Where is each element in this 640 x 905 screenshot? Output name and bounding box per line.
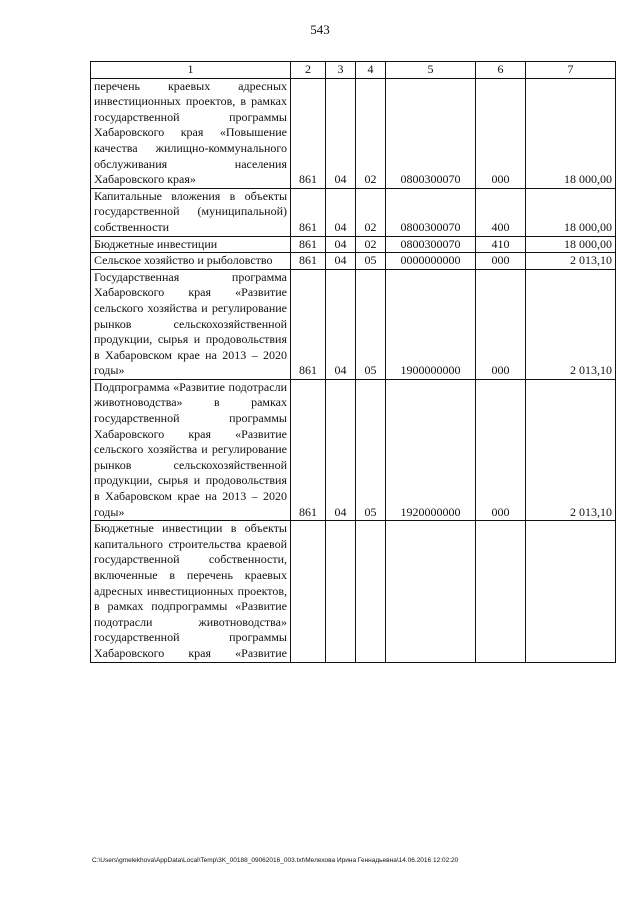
row-target: 1900000000 (386, 269, 476, 379)
row-admin: 861 (291, 269, 326, 379)
row-admin: 861 (291, 379, 326, 520)
row-section: 04 (326, 253, 356, 270)
row-admin: 861 (291, 236, 326, 253)
row-section: 04 (326, 78, 356, 188)
row-name: Бюджетные инвестиции в объекты капитального строительства краевой государственной собственности, включенные в перечень краевых адресных инвестиционных проектов, в рамках подпрограммы «Развитие подотрасли животноводства» государственной программы Хабаровского края «Развитие (91, 521, 291, 662)
row-admin (291, 521, 326, 662)
row-section: 04 (326, 236, 356, 253)
table-row (91, 253, 616, 270)
row-subsection: 02 (356, 78, 386, 188)
row-section: 04 (326, 269, 356, 379)
table-row (91, 379, 616, 520)
row-amount: 2 013,10 (526, 379, 616, 520)
row-section: 04 (326, 188, 356, 236)
row-type: 000 (476, 253, 526, 270)
row-admin: 861 (291, 188, 326, 236)
row-subsection: 02 (356, 236, 386, 253)
row-target: 1920000000 (386, 379, 476, 520)
table-header-row (91, 62, 616, 79)
document-footer-path: C:\Users\gmelekhova\AppData\Local\Temp\3K_00188_09062016_003.txt\Мелехова Ирина Геннадьевна\14.06.2016 12:02:20 (92, 857, 459, 864)
header-cell: 3 (326, 62, 356, 79)
header-cell: 4 (356, 62, 386, 79)
row-amount: 2 013,10 (526, 253, 616, 270)
row-amount (526, 521, 616, 662)
header-cell: 7 (526, 62, 616, 79)
row-admin: 861 (291, 78, 326, 188)
row-target (386, 521, 476, 662)
row-admin: 861 (291, 253, 326, 270)
header-cell: 5 (386, 62, 476, 79)
row-type: 400 (476, 188, 526, 236)
row-name: Государственная программа Хабаровского края «Развитие сельского хозяйства и регулирование рынков сельскохозяйственной продукции, сырья и продовольствия в Хабаровском крае на 2013 – 2020 годы» (91, 269, 291, 379)
table-row (91, 236, 616, 253)
row-type: 000 (476, 379, 526, 520)
row-subsection: 05 (356, 269, 386, 379)
row-type: 000 (476, 78, 526, 188)
row-name: Капитальные вложения в объекты государственной (муниципальной) собственности (91, 188, 291, 236)
row-name: перечень краевых адресных инвестиционных проектов, в рамках государственной программы Хабаровского края «Повышение качества жилищно-коммунального обслуживания населения Хабаровского края» (91, 78, 291, 188)
row-target: 0800300070 (386, 78, 476, 188)
row-subsection: 02 (356, 188, 386, 236)
row-target: 0800300070 (386, 188, 476, 236)
header-cell: 1 (91, 62, 291, 79)
row-type: 410 (476, 236, 526, 253)
row-target: 0800300070 (386, 236, 476, 253)
row-amount: 18 000,00 (526, 188, 616, 236)
row-amount: 18 000,00 (526, 236, 616, 253)
row-amount: 18 000,00 (526, 78, 616, 188)
row-section: 04 (326, 379, 356, 520)
budget-table (90, 61, 616, 663)
page-number: 543 (310, 22, 330, 37)
row-name: Подпрограмма «Развитие подотрасли животноводства» в рамках государственной программы Хабаровского края «Развитие сельского хозяйства и регулирование рынков сельскохозяйственной продукции, сырья и продовольствия в Хабаровском крае на 2013 – 2020 годы» (91, 379, 291, 520)
row-type (476, 521, 526, 662)
row-type: 000 (476, 269, 526, 379)
row-subsection: 05 (356, 379, 386, 520)
row-amount: 2 013,10 (526, 269, 616, 379)
row-name: Сельское хозяйство и рыболовство (91, 253, 291, 270)
row-section (326, 521, 356, 662)
table-row (91, 269, 616, 379)
header-cell: 2 (291, 62, 326, 79)
row-name: Бюджетные инвестиции (91, 236, 291, 253)
table-row (91, 521, 616, 662)
row-subsection (356, 521, 386, 662)
table-row (91, 188, 616, 236)
table-row (91, 78, 616, 188)
row-subsection: 05 (356, 253, 386, 270)
row-target: 0000000000 (386, 253, 476, 270)
header-cell: 6 (476, 62, 526, 79)
